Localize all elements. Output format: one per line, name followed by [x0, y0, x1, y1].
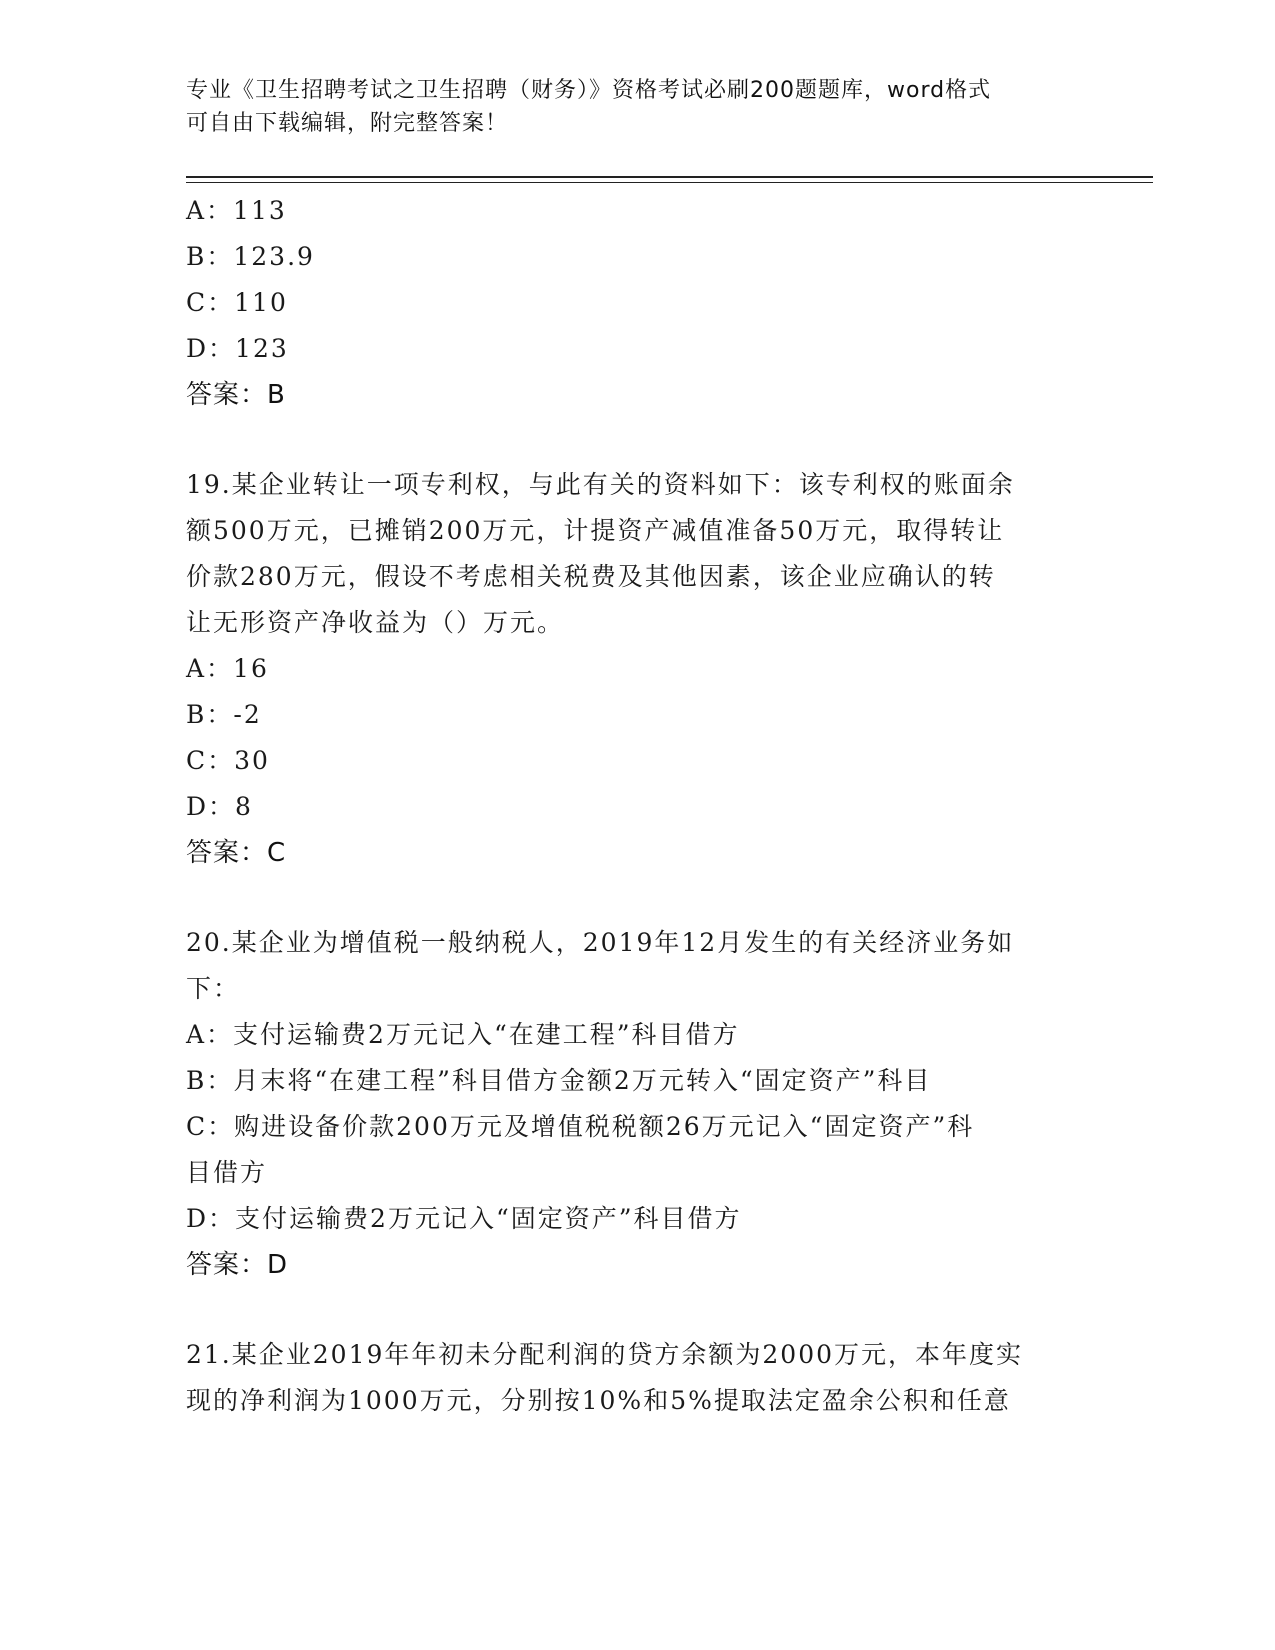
option-c: C：30: [186, 746, 270, 775]
question-stem-line: 下：: [186, 974, 241, 1003]
answer-line: 答案：B: [186, 380, 286, 410]
option-c: C：购进设备价款200万元及增值税税额26万元记入“固定资产”科: [186, 1112, 975, 1141]
option-c-continued: 目借方: [186, 1158, 268, 1187]
option-d: D：123: [186, 334, 289, 363]
option-a: A：16: [186, 654, 269, 683]
document-header: [186, 74, 1066, 140]
option-b: B：月末将“在建工程”科目借方金额2万元转入“固定资产”科目: [186, 1066, 932, 1095]
spacer: [186, 418, 1086, 462]
spacer: [186, 876, 1086, 920]
answer-line: 答案：C: [186, 838, 287, 868]
header-divider-thick: [186, 176, 1153, 178]
question-stem-line: 19.某企业转让一项专利权，与此有关的资料如下：该专利权的账面余: [186, 470, 1015, 499]
option-d: D：支付运输费2万元记入“固定资产”科目借方: [186, 1204, 742, 1233]
question-block-20: [186, 920, 1086, 1288]
header-divider-thin: [186, 182, 1153, 183]
question-stem-line: 21.某企业2019年年初未分配利润的贷方余额为2000万元，本年度实: [186, 1340, 1024, 1369]
option-b: B：-2: [186, 700, 262, 729]
option-c: C：110: [186, 288, 288, 317]
option-a: A：113: [186, 196, 287, 225]
question-block-18: [186, 188, 1086, 418]
question-stem-line: 让无形资产净收益为（）万元。: [186, 608, 565, 637]
question-list: [186, 188, 1086, 1424]
option-d: D：8: [186, 792, 253, 821]
question-stem-line: 20.某企业为增值税一般纳税人，2019年12月发生的有关经济业务如: [186, 928, 1015, 957]
header-title-line-2: 可自由下载编辑，附完整答案！: [186, 111, 509, 136]
option-a: A：支付运输费2万元记入“在建工程”科目借方: [186, 1020, 740, 1049]
answer-line: 答案：D: [186, 1250, 289, 1280]
question-stem-line: 现的净利润为1000万元，分别按10%和5%提取法定盈余公积和任意: [186, 1386, 1011, 1415]
question-stem-line: 额500万元，已摊销200万元，计提资产减值准备50万元，取得转让: [186, 516, 1005, 545]
question-block-21: [186, 1332, 1086, 1424]
spacer: [186, 1288, 1086, 1332]
header-title-line-1: 专业《卫生招聘考试之卫生招聘（财务）》资格考试必刷200题题库，word格式: [186, 78, 992, 103]
option-b: B：123.9: [186, 242, 315, 271]
question-stem-line: 价款280万元，假设不考虑相关税费及其他因素，该企业应确认的转: [186, 562, 996, 591]
question-block-19: [186, 462, 1086, 876]
